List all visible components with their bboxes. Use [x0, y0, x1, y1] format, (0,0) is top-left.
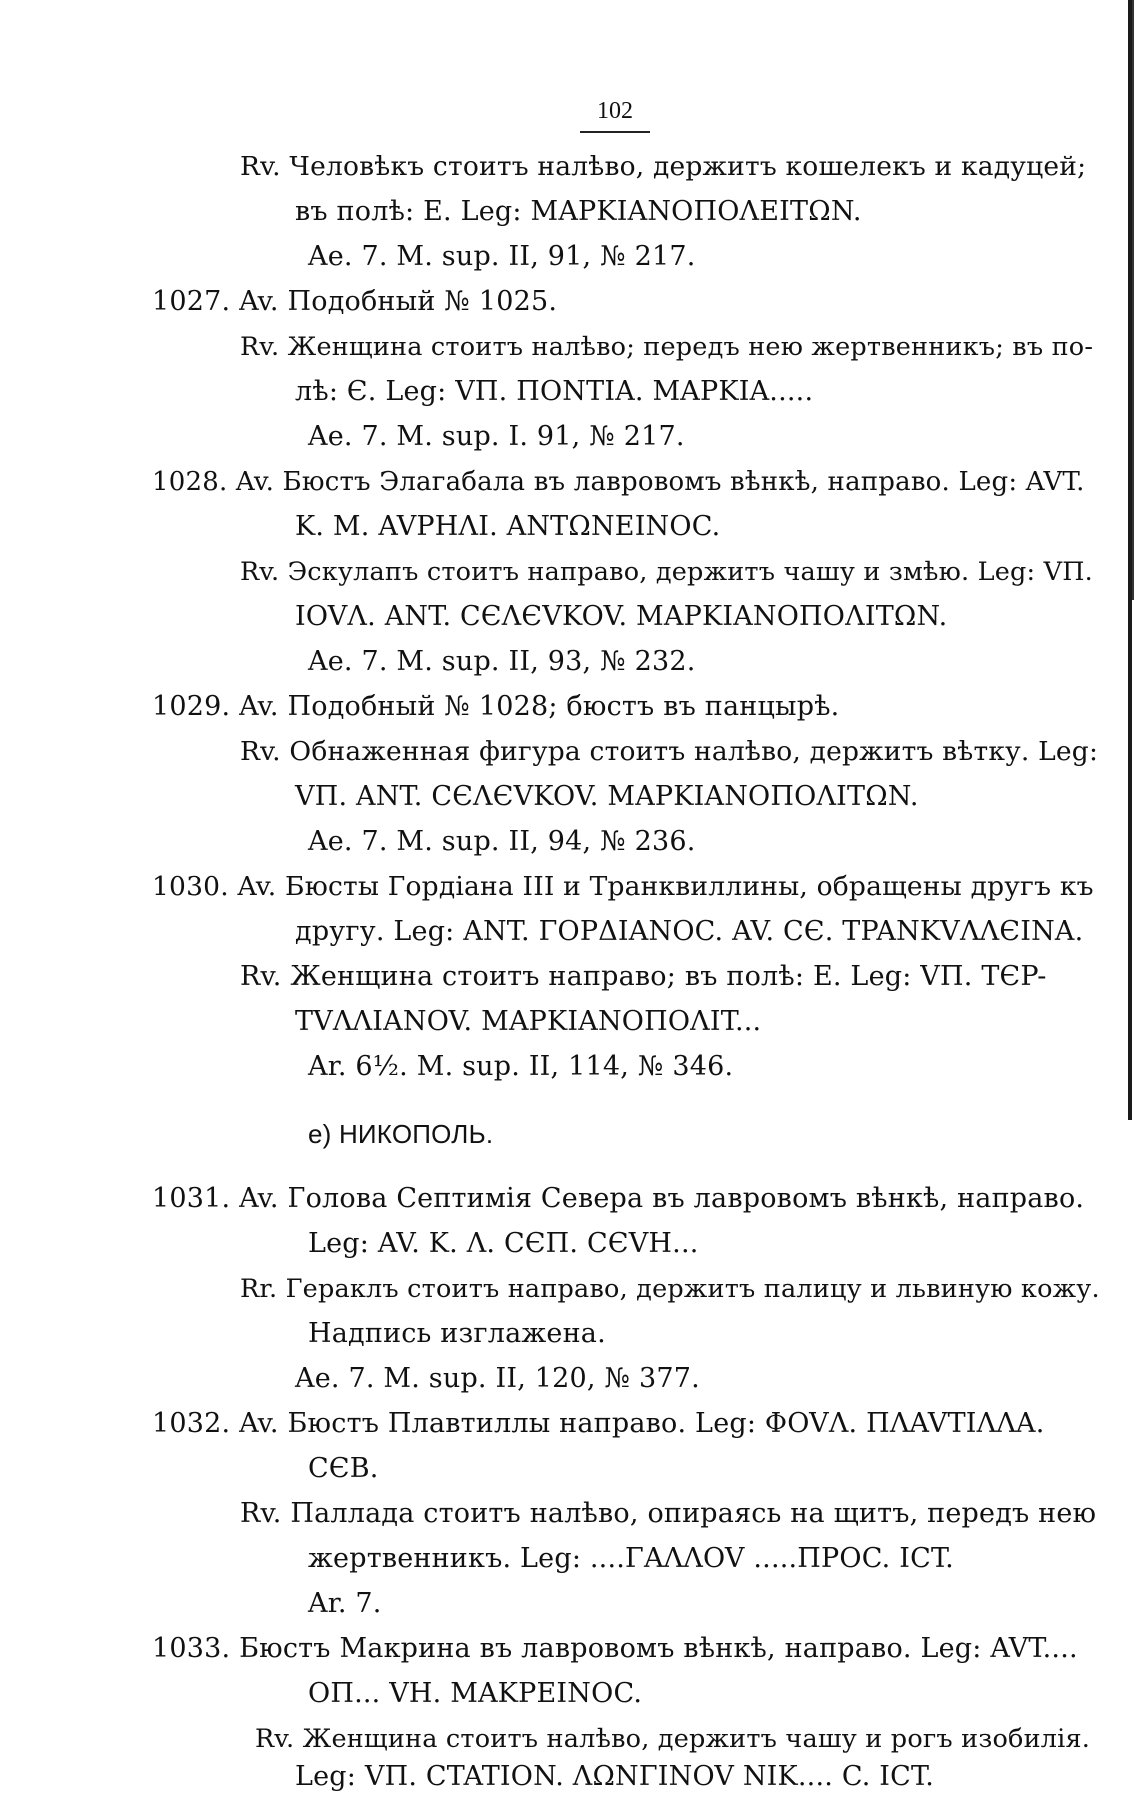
text-line: Ae. 7. M. sup. II, 93, № 232. [308, 646, 696, 677]
text-line: VΠ. ANT. CЄΛЄVKOV. MAPKIANOΠOΛITΩN. [295, 781, 919, 812]
text-line: Leg: VΠ. CTATION. ΛΩNΓINOV NIK.... C. ICT. [295, 1761, 935, 1792]
text-line: жертвенникъ. Leg: ....ΓAΛΛOV .....ΠPOC. ICT. [308, 1543, 954, 1574]
text-line: Rv. Человѣкъ стоитъ налѣво, держитъ кошелекъ и кадуцей; [240, 151, 1087, 182]
text-line: Ae. 7. M. sup. II, 120, № 377. [295, 1363, 700, 1394]
entry-1031: 1031. Av. Голова Септимія Севера въ лавровомъ вѣнкѣ, направо. [152, 1183, 1085, 1214]
text-line: Rv. Женщина стоитъ налѣво; передъ нею жертвенникъ; въ по- [240, 332, 1094, 362]
text-line: другу. Leg: ANT. ΓOPΔIANOC. AV. CЄ. TPANKVΛΛЄINA. [295, 916, 1084, 947]
text-line: Rv. Женщина стоитъ направо; въ полѣ: E. Leg: VΠ. TЄP- [240, 961, 1047, 992]
text-line: Rr. Гераклъ стоитъ направо, держитъ палицу и львиную кожу. [240, 1274, 1100, 1304]
text-line: Ar. 6½. M. sup. II, 114, № 346. [308, 1051, 734, 1082]
entry-1030: 1030. Av. Бюсты Гордіана III и Транквиллины, обращены другъ къ [152, 871, 1094, 902]
entry-1027: 1027. Av. Подобный № 1025. [152, 286, 558, 317]
text-line: Ar. 7. [308, 1588, 382, 1619]
text-line: Rv. Паллада стоитъ налѣво, опираясь на щитъ, передъ нею [240, 1498, 1097, 1529]
entry-1033: 1033. Бюстъ Макрина въ лавровомъ вѣнкѣ, направо. Leg: AVT.... [152, 1633, 1078, 1664]
text-line: Ae. 7. M. sup. I. 91, № 217. [308, 421, 685, 452]
text-line: Leg: AV. K. Λ. CЄΠ. CЄVH... [308, 1228, 699, 1259]
text-line: Rv. Эскулапъ стоитъ направо, держитъ чашу и змѣю. Leg: VΠ. [240, 557, 1093, 587]
section-heading: e) НИКОПОЛЬ. [308, 1119, 494, 1149]
text-line: OΠ... VH. MAKPEINOC. [308, 1678, 643, 1709]
entry-1029: 1029. Av. Подобный № 1028; бюстъ въ панцырѣ. [152, 691, 840, 722]
text-line: TVΛΛIANOV. MAPKIANOΠOΛIT... [295, 1006, 762, 1037]
text-line: лѣ: Є. Leg: VΠ. ΠONTIA. MAPKIA..... [295, 376, 814, 407]
text-line: Ae. 7. M. sup. II, 94, № 236. [308, 826, 696, 857]
text-line: Rv. Обнаженная фигура стоитъ налѣво, держитъ вѣтку. Leg: [240, 736, 1099, 767]
text-line: Ae. 7. M. sup. II, 91, № 217. [308, 241, 696, 272]
text-line: IOVΛ. ANT. CЄΛЄVKOV. MAPKIANOΠOΛITΩN. [295, 601, 948, 632]
entry-1028: 1028. Av. Бюстъ Элагабала въ лавровомъ вѣнкѣ, направо. Leg: AVT. [152, 467, 1085, 497]
text-line: K. M. AVPHΛI. ANTΩNEINOC. [295, 511, 721, 542]
text-line: въ полѣ: E. Leg: MAPKIANOΠOΛEITΩN. [295, 196, 862, 227]
entry-1032: 1032. Av. Бюстъ Плавтиллы направо. Leg: ΦOVΛ. ΠΛAVTIΛΛA. [152, 1408, 1045, 1439]
page-edge-line [1132, 0, 1134, 600]
text-line: Надпись изглажена. [308, 1318, 606, 1349]
text-line: Rv. Женщина стоитъ налѣво, держитъ чашу и рогъ изобилія. [255, 1724, 1091, 1754]
text-line: CЄB. [308, 1453, 379, 1484]
page-number: 102 [580, 98, 650, 133]
